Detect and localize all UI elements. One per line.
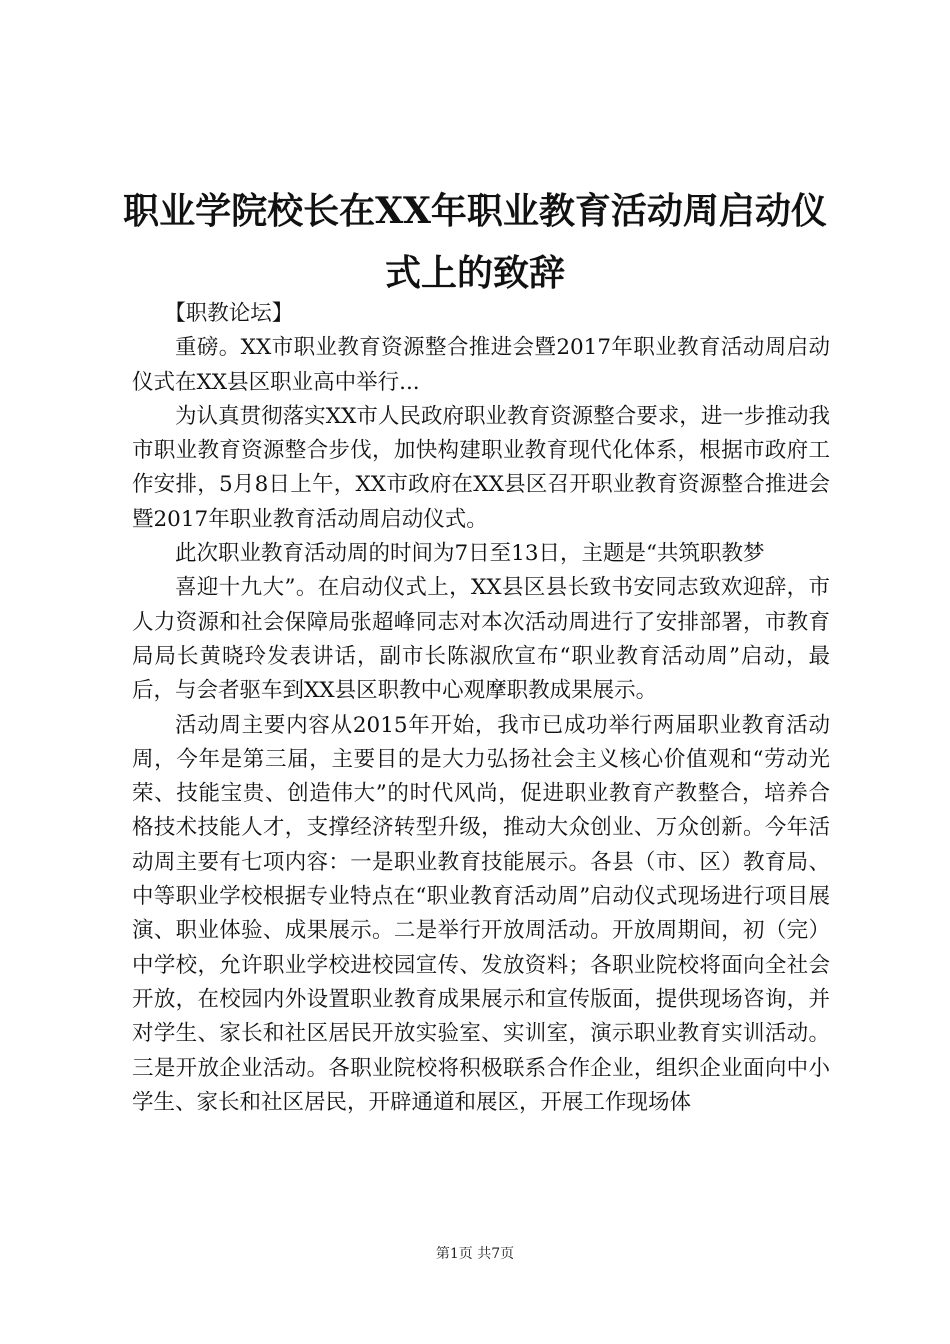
section-label: 【职教论坛】 (164, 301, 294, 326)
document-title: 职业学院校长在XX年职业教育活动周启动仪式上的致辞 (123, 190, 827, 294)
paragraph: 重磅。XX市职业教育资源整合推进会暨2017年职业教育活动周启动仪式在XX县区职业高中举行... (132, 335, 830, 395)
paragraph: 此次职业教育活动周的时间为7日至13日，主题是“共筑职教梦 (175, 541, 765, 567)
document-body (132, 297, 830, 1120)
paragraph: 活动周主要内容从2015年开始，我市已成功举行两届职业教育活动周，今年是第三届，主要目的是大力弘扬社会主义核心价值观和“劳动光荣、技能宝贵、创造伟大”的时代风尚，促进职业教育产教整合，培养合格技术技能人才，支撑经济转型升级，推动大众创业、万众创新。今年活动周主要有七项内容：一是职业教育技能展示。各县（市、区）教育局、中等职业学校根据专业特点在“职业教育活动周”启动仪式现场进行项目展演、职业体验、成果展示。二是举行开放周活动。开放周期间，初（完）中学校，允许职业学校进校园宣传、发放资料；各职业院校将面向全社会开放，在校园内外设置职业教育成果展示和宣传版面，提供现场咨询，并对学生、家长和社区居民开放实验室、实训室，演示职业教育实训活动。三是开放企业活动。各职业院校将积极联系合作企业，组织企业面向中小学生、家长和社区居民，开辟通道和展区，开展工作现场体 (132, 712, 830, 1115)
paragraph: 为认真贯彻落实XX市人民政府职业教育资源整合要求，进一步推动我市职业教育资源整合步伐，加快构建职业教育现代化体系，根据市政府工作安排，5月8日上午，XX市政府在XX县区召开职业教育资源整合推进会暨2017年职业教育活动周启动仪式。 (132, 403, 830, 532)
page-footer: 第1页 共7页 (435, 1246, 515, 1262)
paragraph: 喜迎十九大”。在启动仪式上，XX县区县长致书安同志致欢迎辞，市人力资源和社会保障局张超峰同志对本次活动周进行了安排部署，市教育局局长黄晓玲发表讲话，副市长陈淑欣宣布“职业教育活动周”启动，最后，与会者驱车到XX县区职教中心观摩职教成果展示。 (132, 575, 830, 704)
